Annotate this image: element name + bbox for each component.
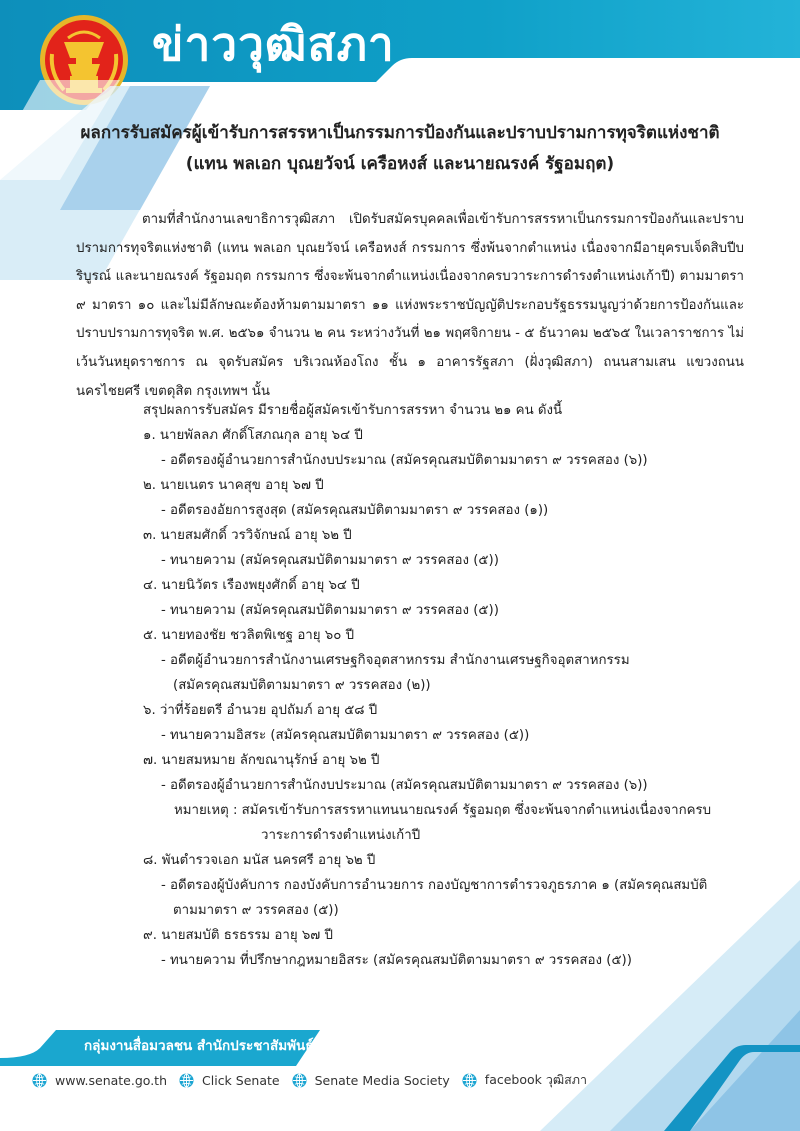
candidate-detail: - อดีตผู้อำนวยการสำนักงานเศรษฐกิจอุตสาหกรรม สำนักงานเศรษฐกิจอุตสาหกรรม [161,653,630,668]
candidate-name: ๑. นายพัลลภ ศักดิ์โสภณกุล อายุ ๖๔ ปี [143,428,363,443]
link-click-senate[interactable] [179,1073,280,1088]
link-senate-media-society[interactable] [292,1073,450,1088]
intro-paragraph [76,206,744,406]
candidate-note: หมายเหตุ : สมัครเข้ารับการสรรหาแทนนายณรงค์ รัฐอมฤต ซึ่งจะพ้นจากตำแหน่งเนื่องจากครบ [174,803,712,818]
link-label: Senate Media Society [314,1072,450,1088]
globe-icon [462,1073,477,1088]
list-item [143,423,753,473]
candidate-detail-continued: ตามมาตรา ๙ วรรคสอง (๕)) [173,903,339,918]
globe-icon [32,1073,47,1088]
document-title [0,118,800,180]
list-item [143,473,753,523]
list-item [143,573,753,623]
candidate-detail: - อดีตรองผู้อำนวยการสำนักงบประมาณ (สมัครคุณสมบัติตามมาตรา ๙ วรรคสอง (๖)) [161,778,648,793]
link-website[interactable] [32,1073,167,1088]
candidate-name: ๒. นายเนตร นาคสุข อายุ ๖๗ ปี [143,478,324,493]
candidate-detail: - ทนายความ (สมัครคุณสมบัติตามมาตรา ๙ วรรคสอง (๕)) [161,603,499,618]
candidate-name: ๘. พันตำรวจเอก มนัส นครศรี อายุ ๖๒ ปี [143,853,376,868]
link-facebook[interactable] [462,1070,587,1090]
candidate-name: ๓. นายสมศักดิ์ วรวิจักษณ์ อายุ ๖๒ ปี [143,528,352,543]
footer-contact: กลุ่มงานสื่อมวลชน สำนักประชาสัมพันธ์ โทร. 0 2831 9464 [84,1038,446,1054]
intro-text: ตามที่สำนักงานเลขาธิการวุฒิสภา เปิดรับสมัครบุคคลเพื่อเข้ารับการสรรหาเป็นกรรมการป้องกันและปราบปรามการทุจริตแห่งชาติ (แทน พลเอก บุณยวัจน์ เครือหงส์ กรรมการ ซึ่งพ้นจากตำแหน่ง เนื่องจากมีอายุครบเจ็ดสิบปีบริบูรณ์ และนายณรงค์ รัฐอมฤต กรรมการ ซึ่งจะพ้นจากตำแหน่งเนื่องจากครบวาระการดำรงตำแหน่งเก้าปี) ตามมาตรา ๙ มาตรา ๑๐ และไม่มีลักษณะต้องห้ามตามมาตรา ๑๑ แห่งพระราชบัญญัติประกอบรัฐธรรมนูญว่าด้วยการป้องกันและปราบปรามการทุจริต พ.ศ. ๒๕๖๑ จำนวน ๒ คน ระหว่างวันที่ ๒๑ พฤศจิกายน - ๕ ธันวาคม ๒๕๖๕ ในเวลาราชการ ไม่เว้นวันหยุดราชการ ณ จุดรับสมัคร บริเวณห้องโถง ชั้น ๑ อาคารรัฐสภา (ฝั่งวุฒิสภา) ถนนสามเสน แขวงถนนนครไชยศรี เขตดุสิต กรุงเทพฯ นั้น [76,212,744,399]
candidate-name: ๙. นายสมบัติ ธรธรรม อายุ ๖๗ ปี [143,928,333,943]
list-item [143,523,753,573]
list-item [143,748,753,848]
candidate-note-continued: วาระการดำรงตำแหน่งเก้าปี [261,828,421,843]
link-label: www.senate.go.th [55,1072,168,1088]
footer-links [32,1070,599,1090]
decorative-triangles-right [540,880,800,1131]
candidate-detail: - อดีตรองผู้บังคับการ กองบังคับการอำนวยการ กองบัญชาการตำรวจภูธรภาค ๑ (สมัครคุณสมบัติ [161,878,708,893]
candidate-name: ๖. ว่าที่ร้อยตรี อำนวย อุปถัมภ์ อายุ ๕๘ ปี [143,703,378,718]
list-item [143,698,753,748]
candidate-detail: - อดีตรองผู้อำนวยการสำนักงบประมาณ (สมัครคุณสมบัติตามมาตรา ๙ วรรคสอง (๖)) [161,453,648,468]
summary-line: สรุปผลการรับสมัคร มีรายชื่อผู้สมัครเข้ารับการสรรหา จำนวน ๒๑ คน ดังนี้ [143,403,563,418]
list-item [143,623,753,698]
candidate-name: ๕. นายทองชัย ชวลิตพิเชฐ อายุ ๖๐ ปี [143,628,355,643]
candidate-name: ๗. นายสมหมาย ลักขณานุรักษ์ อายุ ๖๒ ปี [143,753,380,768]
title-line-1: ผลการรับสมัครผู้เข้ารับการสรรหาเป็นกรรมการป้องกันและปราบปรามการทุจริตแห่งชาติ [80,123,720,143]
candidate-detail: - อดีตรองอัยการสูงสุด (สมัครคุณสมบัติตามมาตรา ๙ วรรคสอง (๑)) [161,503,549,518]
globe-icon [292,1073,307,1088]
title-line-2: (แทน พลเอก บุณยวัจน์ เครือหงส์ และนายณรงค์ รัฐอมฤต) [185,154,615,174]
brand-title: ข่าววุฒิสภา [152,17,395,71]
candidate-name: ๔. นายนิวัตร เรืองพยุงศักดิ์ อายุ ๖๔ ปี [143,578,360,593]
candidate-detail: - ทนายความ ที่ปรึกษากฎหมายอิสระ (สมัครคุณสมบัติตามมาตรา ๙ วรรคสอง (๕)) [161,953,632,968]
link-label: Click Senate [202,1072,280,1088]
candidate-detail: - ทนายความ (สมัครคุณสมบัติตามมาตรา ๙ วรรคสอง (๕)) [161,553,499,568]
link-label: facebook วุฒิสภา [484,1072,588,1087]
globe-icon [179,1073,194,1088]
candidate-detail-continued: (สมัครคุณสมบัติตามมาตรา ๙ วรรคสอง (๒)) [173,678,431,693]
candidate-detail: - ทนายความอิสระ (สมัครคุณสมบัติตามมาตรา ๙ วรรคสอง (๕)) [161,728,530,743]
